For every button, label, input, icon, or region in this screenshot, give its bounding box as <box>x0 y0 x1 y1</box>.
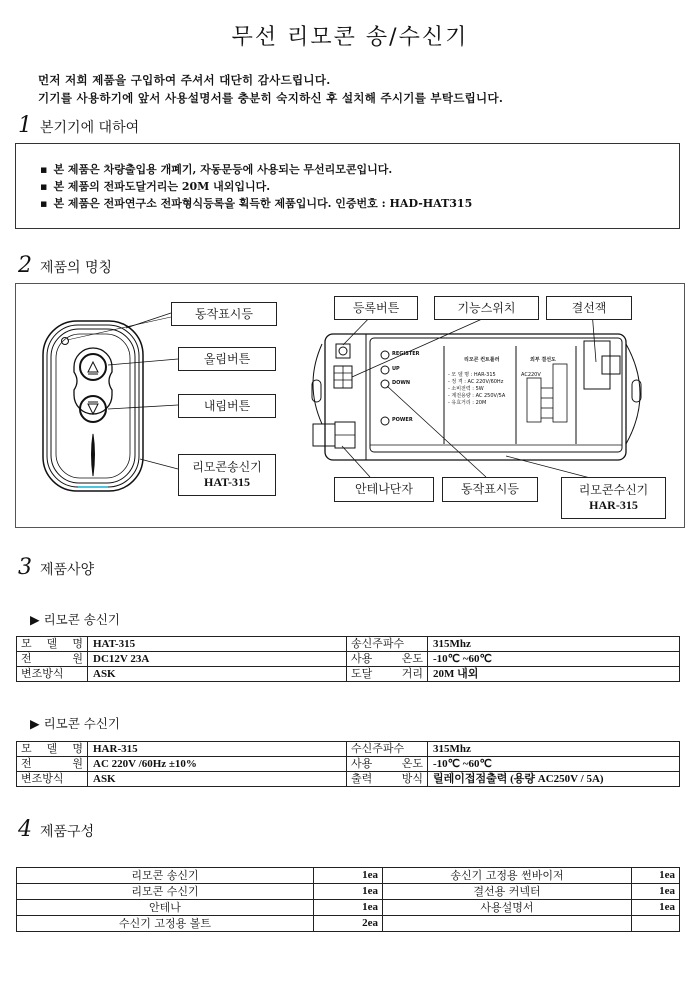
label-register-button: 등록버튼 <box>334 296 418 320</box>
spec-key: 모 델 명 <box>17 637 88 652</box>
label-transmitter <box>178 454 276 496</box>
spec-value: AC 220V /60Hz ±10% <box>88 757 347 772</box>
down-button-icon <box>80 396 106 422</box>
spec-key: 사용 온도 <box>347 757 428 772</box>
about-bullet: ▪ 본 제품은 차량출입용 개폐기, 자동문등에 사용되는 무선리모콘입니다. <box>40 161 679 178</box>
spec-value: -10℃ ~60℃ <box>428 652 680 667</box>
led-label-down: DOWN <box>392 380 411 386</box>
component-qty: 1ea <box>632 884 680 900</box>
table-row <box>17 884 680 900</box>
led-label-up: UP <box>392 366 400 372</box>
spec-value: 20M 내외 <box>428 667 680 682</box>
table-row <box>17 916 680 932</box>
page-title: 무선 리모콘 송/수신기 <box>231 25 469 50</box>
component-name: 사용설명서 <box>383 900 632 916</box>
spec-value: 315Mhz <box>428 637 680 652</box>
panel-spec-line: - 모 델 명 : HAR-315 <box>448 372 496 378</box>
remote-transmitter-drawing <box>43 313 178 491</box>
table-row <box>17 868 680 884</box>
transmitter-model: HAT-315 <box>203 475 250 489</box>
register-led-icon <box>381 351 389 359</box>
component-name: 리모콘 송신기 <box>17 868 314 884</box>
spec-key: 전 원 <box>17 757 88 772</box>
panel-spec-line: - 유효거리 : 20M <box>448 400 487 406</box>
led-label-power: POWER <box>392 417 413 423</box>
spec-value: ASK <box>88 772 347 787</box>
component-name: 수신기 고정용 볼트 <box>17 916 314 932</box>
table-row <box>17 757 680 772</box>
spec-key: 변조방식 <box>17 667 88 682</box>
spec-value: 315Mhz <box>428 742 680 757</box>
transmitter-name: 리모콘송신기 <box>192 460 262 474</box>
table-row <box>17 900 680 916</box>
spec-key: 도달 거리 <box>347 667 428 682</box>
component-name: 결선용 커넥터 <box>383 884 632 900</box>
spec-key: 수신주파수 <box>347 742 428 757</box>
table-row <box>17 637 680 652</box>
up-button-icon <box>80 354 106 380</box>
section-2-heading <box>18 253 112 278</box>
label-up-button: 올림버튼 <box>178 347 276 371</box>
led-label-register: REGISTER <box>392 351 420 357</box>
intro-line-1: 먼저 저희 제품을 구입하여 주셔서 대단히 감사드립니다. <box>38 73 331 87</box>
transmitter-spec-table <box>16 636 680 682</box>
section-title: 제품의 명칭 <box>40 260 113 276</box>
panel-wiring-title: 외부 결선도 <box>530 357 556 363</box>
label-status-led: 동작표시등 <box>171 302 277 326</box>
label-down-button: 내림버튼 <box>178 394 276 418</box>
component-qty: 1ea <box>314 884 383 900</box>
spec-key: 출력 방식 <box>347 772 428 787</box>
components-table <box>16 867 680 932</box>
spec-value: HAR-315 <box>88 742 347 757</box>
receiver-spec-table <box>16 741 680 787</box>
component-name: 송신기 고정용 썬바이저 <box>383 868 632 884</box>
label-receiver-status-led: 동작표시등 <box>442 477 538 502</box>
section-title: 제품사양 <box>40 562 95 578</box>
up-led-icon <box>381 366 389 374</box>
label-receiver <box>561 477 666 519</box>
terminal-jack-icon <box>584 341 610 389</box>
spec-key: 전 원 <box>17 652 88 667</box>
section-number: 1 <box>18 113 32 138</box>
receiver-model: HAR-315 <box>589 498 638 512</box>
label-function-switch: 기능스위치 <box>434 296 539 320</box>
component-qty: 2ea <box>314 916 383 932</box>
spec-value: -10℃ ~60℃ <box>428 757 680 772</box>
component-name: 리모콘 수신기 <box>17 884 314 900</box>
component-qty: 1ea <box>632 900 680 916</box>
component-qty: 1ea <box>314 868 383 884</box>
transmitter-spec-subheading: ▶ 리모콘 송신기 <box>30 612 121 627</box>
section-number: 3 <box>18 555 32 580</box>
component-qty: 1ea <box>632 868 680 884</box>
table-row <box>17 772 680 787</box>
about-bullet: ▪ 본 제품은 전파연구소 전파형식등록을 획득한 제품입니다. 인증번호 : HAD-HAT315 <box>40 195 679 212</box>
table-row <box>17 667 680 682</box>
spec-value: ASK <box>88 667 347 682</box>
spec-key: 송신주파수 <box>347 637 428 652</box>
component-name <box>383 916 632 932</box>
antenna-terminal-icon <box>313 424 335 446</box>
label-antenna-terminal: 안테나단자 <box>334 477 434 502</box>
panel-spec-line: - 계전용량 : AC 250V/5A <box>448 393 506 399</box>
component-name: 안테나 <box>17 900 314 916</box>
component-qty <box>632 916 680 932</box>
panel-wiring-source: AC220V <box>521 372 541 378</box>
component-qty: 1ea <box>314 900 383 916</box>
register-button-icon <box>336 344 350 358</box>
panel-spec-title: 리모콘 컨트롤러 <box>464 357 500 363</box>
intro-line-2: 기기를 사용하기에 앞서 사용설명서를 충분히 숙지하신 후 설치해 주시기를 부탁드립니다. <box>38 91 504 105</box>
spec-key: 사용 온도 <box>347 652 428 667</box>
table-row <box>17 652 680 667</box>
receiver-spec-subheading: ▶ 리모콘 수신기 <box>30 716 121 731</box>
section-title: 본기기에 대하여 <box>40 120 140 136</box>
power-led-icon <box>381 417 389 425</box>
spec-value: HAT-315 <box>88 637 347 652</box>
panel-spec-line: - 정 격 : AC 220V/60Hz <box>448 379 504 385</box>
spec-key: 변조방식 <box>17 772 88 787</box>
section-3-heading <box>18 555 94 580</box>
spec-value: DC12V 23A <box>88 652 347 667</box>
about-box <box>15 143 680 229</box>
section-number: 2 <box>18 253 32 278</box>
receiver-name: 리모콘수신기 <box>578 483 649 497</box>
spec-value: 릴레이접점출력 (용량 AC250V / 5A) <box>428 772 680 787</box>
spec-key: 모 델 명 <box>17 742 88 757</box>
product-diagram-box <box>15 283 685 528</box>
section-4-heading <box>18 817 94 842</box>
panel-spec-line: - 소비전력 : 5W <box>448 386 484 392</box>
section-1-heading <box>18 113 139 138</box>
section-title: 제품구성 <box>40 824 95 840</box>
about-bullet: ▪ 본 제품의 전파도달거리는 20M 내외입니다. <box>40 178 679 195</box>
label-terminal-jack: 결선잭 <box>546 296 632 320</box>
table-row <box>17 742 680 757</box>
section-number: 4 <box>18 817 32 842</box>
